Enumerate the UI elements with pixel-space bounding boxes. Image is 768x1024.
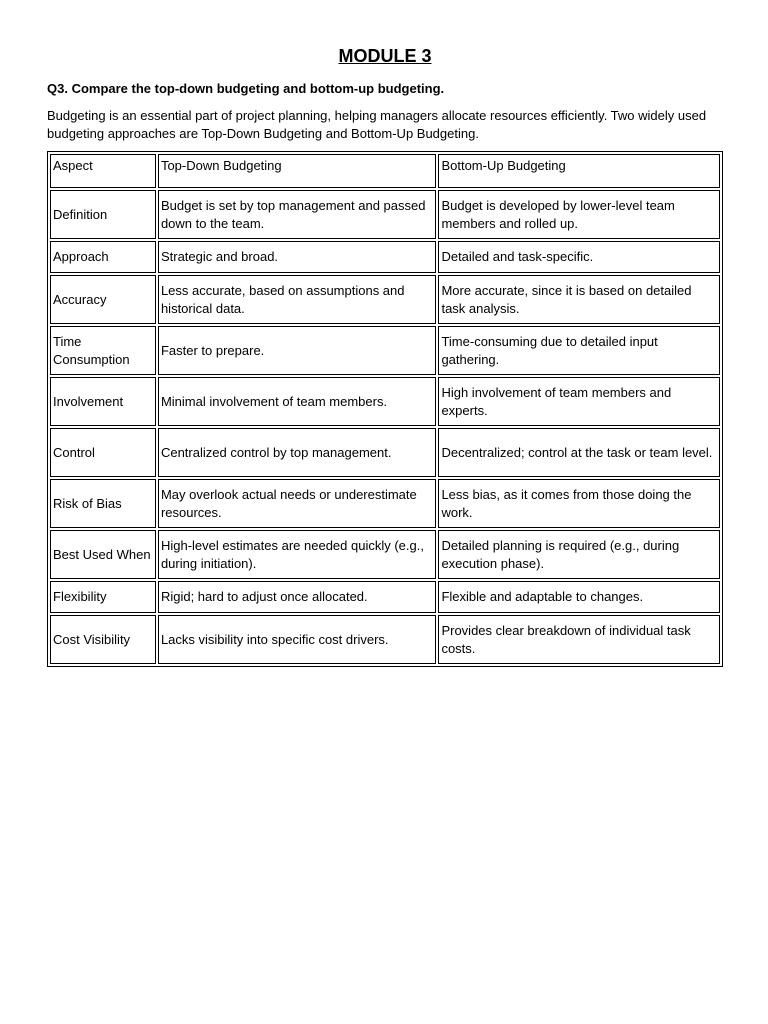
bottom-up-cell: Flexible and adaptable to changes. [438,581,720,613]
document-page [47,44,723,667]
top-down-cell: Minimal involvement of team members. [158,377,437,426]
top-down-cell: May overlook actual needs or underestimate resources. [158,479,437,528]
top-down-cell: Centralized control by top management. [158,428,437,477]
bottom-up-cell: More accurate, since it is based on detailed task analysis. [438,275,720,324]
header-cell-bottom-up: Bottom-Up Budgeting [438,154,720,188]
aspect-cell: Time Consumption [50,326,156,375]
table-header-row [50,154,720,188]
bottom-up-cell: Budget is developed by lower-level team members and rolled up. [438,190,720,239]
bottom-up-cell: Detailed and task-specific. [438,241,720,273]
table-row [50,326,720,375]
bottom-up-cell: Detailed planning is required (e.g., during execution phase). [438,530,720,579]
bottom-up-cell: Decentralized; control at the task or team level. [438,428,720,477]
aspect-cell: Risk of Bias [50,479,156,528]
intro-paragraph: Budgeting is an essential part of project planning, helping managers allocate resources efficiently. Two widely used budgeting approaches are Top-Down Budgeting and Bottom-Up Budgeting. [47,108,707,141]
top-down-cell: High-level estimates are needed quickly (e.g., during initiation). [158,530,437,579]
aspect-cell: Control [50,428,156,477]
header-cell-aspect: Aspect [50,154,156,188]
table-row [50,615,720,664]
bottom-up-cell: High involvement of team members and experts. [438,377,720,426]
aspect-cell: Cost Visibility [50,615,156,664]
top-down-cell: Budget is set by top management and passed down to the team. [158,190,437,239]
aspect-cell: Definition [50,190,156,239]
table-row [50,275,720,324]
table-row [50,241,720,273]
aspect-cell: Approach [50,241,156,273]
aspect-cell: Flexibility [50,581,156,613]
header-cell-top-down: Top-Down Budgeting [158,154,437,188]
aspect-cell: Involvement [50,377,156,426]
bottom-up-cell: Less bias, as it comes from those doing the work. [438,479,720,528]
top-down-cell: Less accurate, based on assumptions and historical data. [158,275,437,324]
top-down-cell: Strategic and broad. [158,241,437,273]
top-down-cell: Faster to prepare. [158,326,437,375]
aspect-cell: Best Used When [50,530,156,579]
aspect-cell: Accuracy [50,275,156,324]
table-row [50,530,720,579]
question-heading: Q3. Compare the top-down budgeting and bottom-up budgeting. [47,81,445,96]
table-row [50,581,720,613]
table-row [50,190,720,239]
page-title: MODULE 3 [338,46,432,66]
table-row [50,428,720,477]
bottom-up-cell: Provides clear breakdown of individual task costs. [438,615,720,664]
table-row [50,377,720,426]
table-row [50,479,720,528]
top-down-cell: Lacks visibility into specific cost drivers. [158,615,437,664]
top-down-cell: Rigid; hard to adjust once allocated. [158,581,437,613]
bottom-up-cell: Time-consuming due to detailed input gathering. [438,326,720,375]
comparison-table [47,151,723,667]
